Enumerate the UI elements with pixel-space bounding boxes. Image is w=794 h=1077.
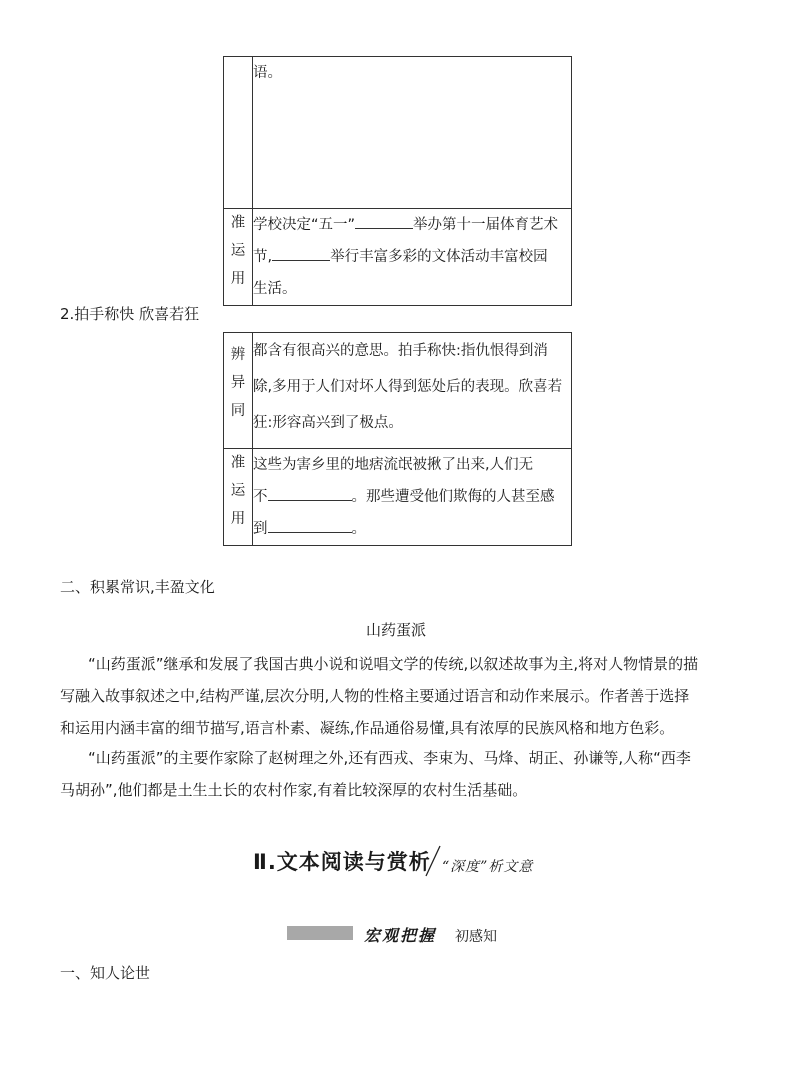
section-know-title: 一、知人论世 (60, 964, 151, 982)
section2-subtitle: “深度”析文意 (442, 859, 534, 875)
section2-title: Ⅱ.文本阅读与赏析 (253, 850, 431, 874)
fill-blank-4[interactable] (268, 518, 352, 533)
article-title: 山药蛋派 (366, 621, 427, 639)
divider-slash (424, 844, 442, 878)
table2-diff-content: 都含有很高兴的意思。拍手称快:指仇恨得到消 除,多用于人们对坏人得到惩处后的表现。欣喜若 狂:形容高兴到了极点。 (253, 333, 572, 449)
table1-usage-content: 学校决定“五一” 举办第十一届体育艺术 节, 举行丰富多彩的文体活动丰富校园 生活。 (253, 209, 572, 306)
table1-blank-label-cell (224, 57, 253, 209)
word-table-2 (223, 332, 572, 546)
macro-label: 宏观把握 (364, 926, 437, 945)
fill-blank-3[interactable] (268, 486, 352, 501)
fill-blank-1[interactable] (355, 214, 413, 229)
table2-usage-content: 这些为害乡里的地痞流氓被揪了出来,人们无 不 。那些遭受他们欺侮的人甚至感 到 。 (253, 449, 572, 546)
table2-diff-label: 辨 异 同 (224, 333, 253, 449)
word-table-1 (223, 56, 572, 306)
item2-title: 2.拍手称快 欣喜若狂 (60, 305, 200, 323)
macro-sub: 初感知 (455, 929, 497, 945)
fill-blank-2[interactable] (272, 246, 330, 261)
macro-bar (287, 926, 353, 940)
table2-usage-label: 准 运 用 (224, 449, 253, 546)
article-paragraph-2: “山药蛋派”的主要作家除了赵树理之外,还有西戎、李束为、马烽、胡正、孙谦等,人称“西李 马胡孙”,他们都是土生土长的农村作家,有着比较深厚的农村生活基础。 (60, 749, 691, 799)
article-paragraph-1: “山药蛋派”继承和发展了我国古典小说和说唱文学的传统,以叙述故事为主,将对人物情景的描 写融入故事叙述之中,结构严谨,层次分明,人物的性格主要通过语言和动作来展示。作者善于选择 和运用内涵丰富的细节描写,语言朴素、凝练,作品通俗易懂,具有浓厚的民族风格和地方色彩。 (60, 655, 699, 737)
table1-top-content: 语。 (253, 57, 572, 209)
section-accumulate-title: 二、积累常识,丰盈文化 (60, 578, 215, 596)
table1-usage-label: 准 运 用 (224, 209, 253, 306)
